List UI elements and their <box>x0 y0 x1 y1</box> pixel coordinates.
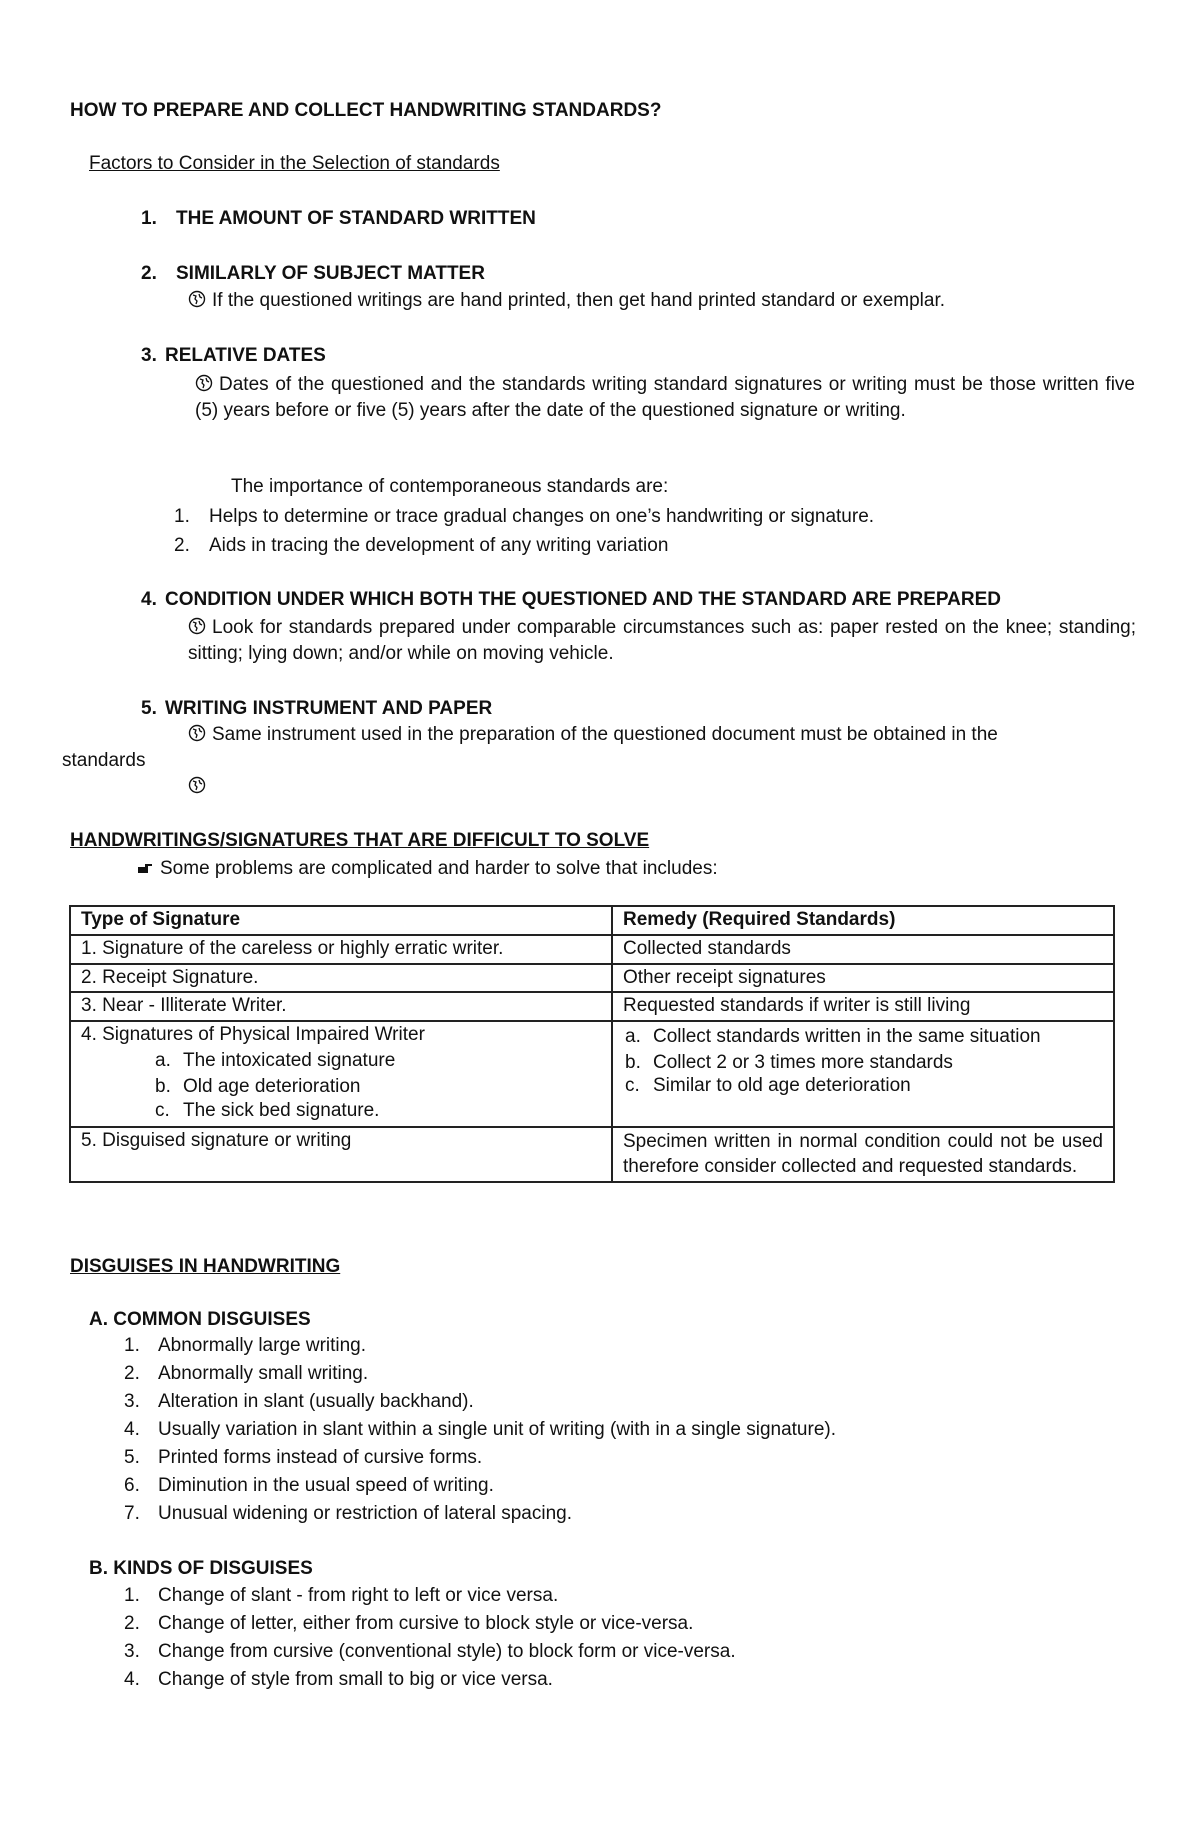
factors-heading: Factors to Consider in the Selection of standards <box>89 153 500 174</box>
importance-1-text: Helps to determine or trace gradual changes on one’s handwriting or signature. <box>209 506 875 527</box>
remedy-item-marker: b. <box>625 1051 641 1073</box>
list-item <box>124 1419 836 1442</box>
remedy-item-marker: a. <box>625 1026 641 1048</box>
page-title: HOW TO PREPARE AND COLLECT HANDWRITING STANDARDS? <box>70 100 662 121</box>
list-item-text: Change of letter, either from cursive to block style or vice-versa. <box>158 1613 694 1634</box>
sub-item-marker: b. <box>155 1075 171 1097</box>
factor-1-number: 1. <box>141 208 157 229</box>
list-item-number: 3. <box>124 1641 140 1662</box>
factor-1-heading: THE AMOUNT OF STANDARD WRITTEN <box>176 208 536 229</box>
list-item <box>124 1475 494 1498</box>
list-item-text: Alteration in slant (usually backhand). <box>158 1391 474 1412</box>
importance-intro: The importance of contemporaneous standards are: <box>231 476 669 497</box>
sub-item-text: Old age deterioration <box>183 1075 361 1097</box>
pointing-hand-icon <box>136 858 154 876</box>
list-item-number: 1. <box>124 1335 140 1356</box>
table-cell-remedy: Collected standards <box>612 935 1114 964</box>
factor-4-heading: CONDITION UNDER WHICH BOTH THE QUESTIONED AND THE STANDARD ARE PREPARED <box>165 589 1002 610</box>
factor-3-heading: RELATIVE DATES <box>165 345 326 366</box>
factor-5-bullet-text: Same instrument used in the preparation of the questioned document must be obtained in the <box>212 724 998 745</box>
table-cell-remedy: Specimen written in normal condition could not be used therefore consider collected and requested standards. <box>612 1127 1114 1182</box>
list-item-text: Abnormally large writing. <box>158 1335 367 1356</box>
remedy-item-text: Collect 2 or 3 times more standards <box>653 1051 953 1073</box>
common-disguises-heading: A. COMMON DISGUISES <box>89 1309 311 1330</box>
list-item-text: Usually variation in slant within a single unit of writing (with in a single signature). <box>158 1419 836 1440</box>
factor-4-number: 4. <box>141 589 157 610</box>
list-item-text: Printed forms instead of cursive forms. <box>158 1447 483 1468</box>
disguises-heading: DISGUISES IN HANDWRITING <box>70 1256 341 1277</box>
factor-3-bullet-text: Dates of the questioned and the standards writing standard signatures or writing must be those written five (5) years before or five (5) years after the date of the questioned signature or writing. <box>195 374 1135 421</box>
table-row <box>70 1127 1114 1182</box>
importance-2-text: Aids in tracing the development of any writing variation <box>209 535 669 556</box>
table-cell-type <box>70 1021 612 1127</box>
table-row <box>70 935 1114 964</box>
table-cell-type: 5. Disguised signature or writing <box>70 1127 612 1182</box>
list-item-number: 4. <box>124 1419 140 1440</box>
factor-5-heading: WRITING INSTRUMENT AND PAPER <box>165 698 493 719</box>
remedy-item <box>623 1075 1103 1098</box>
list-item-number: 3. <box>124 1391 140 1412</box>
factor-2-number: 2. <box>141 263 157 284</box>
list-item <box>124 1585 558 1608</box>
sub-item-text: The intoxicated signature <box>183 1049 396 1071</box>
list-item-number: 7. <box>124 1503 140 1524</box>
list-item <box>124 1503 572 1526</box>
list-item-text: Diminution in the usual speed of writing. <box>158 1475 494 1496</box>
list-item <box>124 1363 368 1386</box>
list-item-number: 2. <box>124 1363 140 1384</box>
list-item-text: Change from cursive (conventional style) to block form or vice-versa. <box>158 1641 736 1662</box>
globe-icon <box>188 776 206 794</box>
list-item-text: Change of slant - from right to left or vice versa. <box>158 1585 559 1606</box>
list-item <box>124 1641 736 1664</box>
list-item <box>124 1669 553 1692</box>
difficult-heading: HANDWRITINGS/SIGNATURES THAT ARE DIFFICULT TO SOLVE <box>70 830 650 851</box>
list-item-text: Change of style from small to big or vice versa. <box>158 1669 553 1690</box>
factor-3-number: 3. <box>141 345 157 366</box>
list-item <box>124 1447 482 1470</box>
globe-icon <box>195 374 213 392</box>
factor-5-bullet-continuation: standards <box>62 750 146 771</box>
factor-2-heading: SIMILARLY OF SUBJECT MATTER <box>176 263 485 284</box>
table-cell-remedy: Other receipt signatures <box>612 964 1114 993</box>
globe-icon <box>188 724 206 742</box>
factor-2-bullet-text: If the questioned writings are hand printed, then get hand printed standard or exemplar. <box>212 290 946 311</box>
table-cell-type-main: 4. Signatures of Physical Impaired Writer <box>81 1024 425 1046</box>
table-cell-type: 1. Signature of the careless or highly erratic writer. <box>70 935 612 964</box>
factor-5-number: 5. <box>141 698 157 719</box>
table-cell-type: 3. Near - Illiterate Writer. <box>70 992 612 1021</box>
table-row <box>70 992 1114 1021</box>
factor-4-bullet-text: Look for standards prepared under comparable circumstances such as: paper rested on the knee; standing; sitting; lying down; and/or while on moving vehicle. <box>188 617 1136 664</box>
globe-icon <box>188 617 206 635</box>
table-header-type: Type of Signature <box>70 906 612 935</box>
table-row <box>70 1021 1114 1127</box>
empty-bullet <box>188 776 212 799</box>
sub-item-text: The sick bed signature. <box>183 1100 380 1122</box>
list-item-text: Abnormally small writing. <box>158 1363 369 1384</box>
list-item <box>124 1613 693 1636</box>
list-item <box>124 1391 474 1414</box>
difficult-intro-text: Some problems are complicated and harder to solve that includes: <box>160 858 718 879</box>
sub-item <box>81 1099 601 1124</box>
factor-4-bullet <box>188 615 1136 666</box>
factor-2-bullet <box>188 290 945 313</box>
list-item-number: 1. <box>124 1585 140 1606</box>
sub-item-marker: c. <box>155 1100 170 1122</box>
table-row <box>70 964 1114 993</box>
kinds-disguises-heading: B. KINDS OF DISGUISES <box>89 1558 313 1579</box>
sub-item <box>81 1047 601 1075</box>
remedy-item-text: Collect standards written in the same situation <box>653 1026 1041 1048</box>
list-item-number: 5. <box>124 1447 140 1468</box>
signature-table <box>69 905 1115 1183</box>
remedy-item <box>623 1051 1103 1076</box>
importance-2-number: 2. <box>174 535 190 556</box>
importance-1-number: 1. <box>174 506 190 527</box>
table-header-remedy: Remedy (Required Standards) <box>612 906 1114 935</box>
table-cell-remedy <box>612 1021 1114 1127</box>
sub-item <box>81 1075 601 1100</box>
remedy-item-marker: c. <box>625 1075 640 1097</box>
remedy-item <box>623 1024 1103 1051</box>
list-item-text: Unusual widening or restriction of lateral spacing. <box>158 1503 572 1524</box>
list-item <box>124 1335 366 1358</box>
list-item-number: 2. <box>124 1613 140 1634</box>
globe-icon <box>188 290 206 308</box>
remedy-item-text: Similar to old age deterioration <box>653 1075 911 1097</box>
table-cell-type: 2. Receipt Signature. <box>70 964 612 993</box>
table-cell-remedy: Requested standards if writer is still living <box>612 992 1114 1021</box>
sub-item-marker: a. <box>155 1049 171 1071</box>
factor-5-bullet <box>188 724 998 747</box>
table-header-row <box>70 906 1114 935</box>
factor-3-bullet <box>195 372 1135 423</box>
difficult-intro <box>136 858 718 881</box>
list-item-number: 4. <box>124 1669 140 1690</box>
list-item-number: 6. <box>124 1475 140 1496</box>
